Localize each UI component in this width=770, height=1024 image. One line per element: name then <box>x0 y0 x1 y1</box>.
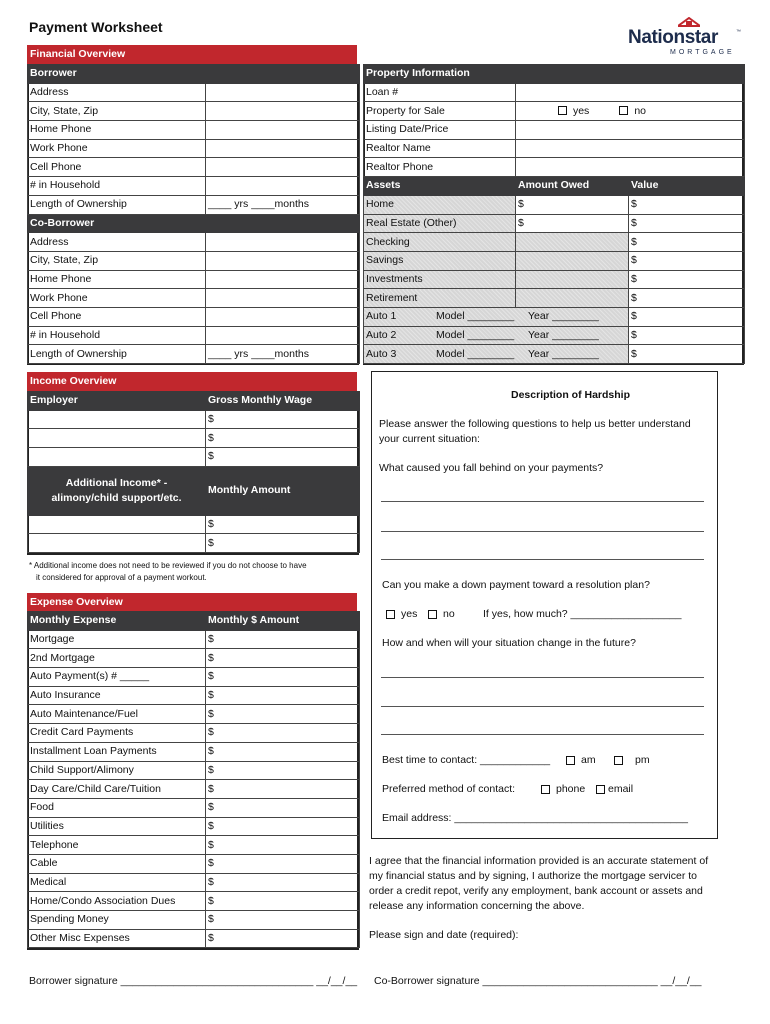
asset-value-field[interactable]: $ <box>629 214 745 233</box>
borrower-row-label: Work Phone <box>28 139 206 158</box>
auto-year-field[interactable]: Year ________ <box>528 328 599 341</box>
table-row <box>28 392 360 411</box>
asset-row-label: Home <box>364 195 516 214</box>
expense-amount-field[interactable]: $ <box>206 668 360 687</box>
sale-yes-checkbox[interactable] <box>558 106 567 115</box>
table-row <box>364 158 745 177</box>
hardship-title: Description of Hardship <box>511 389 631 401</box>
additional-income-field[interactable] <box>28 534 206 553</box>
property-row-label: Listing Date/Price <box>364 121 516 140</box>
email-label: email <box>608 783 634 795</box>
table-row <box>364 307 745 326</box>
assets-column-header: Value <box>629 177 745 196</box>
expense-amount-field[interactable]: $ <box>206 911 360 930</box>
table-row <box>28 251 360 270</box>
table-row <box>364 326 745 345</box>
auto-row-label <box>364 345 629 364</box>
auto-label: Auto 2 <box>366 328 397 341</box>
additional-amount-field[interactable]: $ <box>206 515 360 534</box>
table-row <box>28 612 360 631</box>
table-row <box>28 873 360 892</box>
monthly-amount-header: Monthly $ Amount <box>206 612 360 631</box>
am-option[interactable] <box>566 754 596 766</box>
table-row <box>28 724 360 743</box>
table-row <box>28 158 360 177</box>
expense-amount-field[interactable]: $ <box>206 892 360 911</box>
coborrower-row-label: Cell Phone <box>28 307 206 326</box>
borrower-row-label: # in Household <box>28 177 206 196</box>
borrower-row-label: Length of Ownership <box>28 195 206 214</box>
table-row <box>28 705 360 724</box>
auto-label: Auto 1 <box>366 310 397 323</box>
borrower-input-field[interactable] <box>206 158 360 177</box>
phone-checkbox[interactable] <box>541 785 550 794</box>
logo-brand: Nationstar <box>628 27 718 48</box>
amount-owed-field[interactable]: $ <box>516 214 629 233</box>
gross-wage-column-header: Gross Monthly Wage <box>206 392 360 411</box>
table-row <box>28 534 360 553</box>
property-table <box>363 64 745 364</box>
table-row <box>28 780 360 799</box>
q3-answer-line-1[interactable] <box>381 677 704 678</box>
table-row <box>28 270 360 289</box>
table-row <box>28 911 360 930</box>
income-footnote-2: it considered for approval of a payment workout. <box>36 573 207 582</box>
expense-amount-field[interactable]: $ <box>206 854 360 873</box>
financial-overview-header: Financial Overview <box>27 45 357 64</box>
expense-row-label: Mortgage <box>28 630 206 649</box>
coborrower-row-label: Address <box>28 233 206 252</box>
expense-row-label: Telephone <box>28 836 206 855</box>
table-row <box>28 929 360 948</box>
table-row <box>28 515 360 534</box>
yes-label: yes <box>401 608 418 620</box>
table-row <box>364 195 745 214</box>
expense-amount-field[interactable]: $ <box>206 817 360 836</box>
table-row <box>28 102 360 121</box>
asset-value-field[interactable]: $ <box>629 270 745 289</box>
expense-row-label: Other Misc Expenses <box>28 929 206 948</box>
borrower-input-field[interactable] <box>206 102 360 121</box>
income-footnote-1: * Additional income does not need to be reviewed if you do not choose to have <box>29 561 307 570</box>
agreement-line-1: I agree that the financial information provided is an accurate statement of <box>369 855 709 867</box>
table-row <box>364 139 745 158</box>
table-row <box>364 121 745 140</box>
asset-row-label: Checking <box>364 233 516 252</box>
table-row <box>28 345 360 364</box>
additional-amount-field[interactable]: $ <box>206 534 360 553</box>
borrower-row-label: City, State, Zip <box>28 102 206 121</box>
property-row-label: Realtor Phone <box>364 158 516 177</box>
property-input-field[interactable] <box>516 139 745 158</box>
expense-amount-field[interactable]: $ <box>206 929 360 948</box>
table-row <box>28 742 360 761</box>
borrower-input-field[interactable] <box>206 121 360 140</box>
email-address-field[interactable]: Email address: ________________________________________ <box>382 812 688 824</box>
borrower-row-label: Address <box>28 83 206 102</box>
asset-value-field[interactable]: $ <box>629 233 745 252</box>
pm-option[interactable] <box>614 754 650 766</box>
asset-row-label: Savings <box>364 251 516 270</box>
expense-amount-field[interactable]: $ <box>206 761 360 780</box>
asset-value-field[interactable]: $ <box>629 289 745 308</box>
expense-amount-field[interactable]: $ <box>206 630 360 649</box>
phone-label: phone <box>556 783 586 795</box>
down-payment-no[interactable] <box>428 608 455 620</box>
table-row <box>28 836 360 855</box>
page-title: Payment Worksheet <box>29 19 163 35</box>
no-label: no <box>443 608 455 620</box>
email-option[interactable] <box>596 783 633 795</box>
asset-row-label: Real Estate (Other) <box>364 214 516 233</box>
table-row <box>28 410 360 429</box>
assets-column-header: Amount Owed <box>516 177 629 196</box>
hardship-intro-1: Please answer the following questions to help us better understand <box>379 418 691 430</box>
auto-model-field[interactable]: Model ________ <box>436 310 515 323</box>
asset-value-field[interactable]: $ <box>629 345 745 364</box>
agreement-line-4: release any information concerning the above. <box>369 900 585 912</box>
coborrower-input-field[interactable] <box>206 326 360 345</box>
employer-field[interactable] <box>28 410 206 429</box>
expense-row-label: Spending Money <box>28 911 206 930</box>
table-row <box>28 448 360 467</box>
table-row <box>28 892 360 911</box>
coborrower-row-label: Length of Ownership <box>28 345 206 364</box>
table-row <box>28 307 360 326</box>
expense-amount-field[interactable]: $ <box>206 836 360 855</box>
assets-column-header: Assets <box>364 177 516 196</box>
table-row <box>364 214 745 233</box>
agreement-line-3: order a credit repot, verify any employment, bank account or assets and <box>369 885 703 897</box>
amount-owed-field[interactable] <box>516 233 629 252</box>
auto-model-field[interactable]: Model ________ <box>436 347 515 360</box>
q1-answer-line-2[interactable] <box>381 531 704 532</box>
table-row <box>28 65 360 84</box>
expense-amount-field[interactable]: $ <box>206 798 360 817</box>
hardship-intro-2: your current situation: <box>379 433 480 445</box>
additional-income-field[interactable] <box>28 515 206 534</box>
sale-no-checkbox[interactable] <box>619 106 628 115</box>
expense-amount-field[interactable]: $ <box>206 649 360 668</box>
amount-owed-field[interactable]: $ <box>516 195 629 214</box>
auto-label: Auto 3 <box>366 347 397 360</box>
monthly-amount-header: Monthly Amount <box>206 466 360 515</box>
expense-amount-field[interactable]: $ <box>206 742 360 761</box>
asset-value-field[interactable]: $ <box>629 251 745 270</box>
expense-row-label: Day Care/Child Care/Tuition <box>28 780 206 799</box>
am-label: am <box>581 754 596 766</box>
property-input-field[interactable] <box>516 121 745 140</box>
borrower-header: Borrower <box>28 65 360 84</box>
borrower-row-label: Cell Phone <box>28 158 206 177</box>
expense-row-label: Installment Loan Payments <box>28 742 206 761</box>
table-row <box>364 345 745 364</box>
logo-tm: ™ <box>736 29 741 35</box>
hardship-q2: Can you make a down payment toward a resolution plan? <box>382 579 650 591</box>
table-row <box>28 817 360 836</box>
amount-owed-field[interactable] <box>516 251 629 270</box>
property-for-sale-options <box>516 102 745 121</box>
nationstar-logo <box>628 17 740 59</box>
coborrower-signature[interactable]: Co-Borrower signature ______________________________ __/__/__ <box>374 975 702 987</box>
expense-row-label: Home/Condo Association Dues <box>28 892 206 911</box>
hardship-q1: What caused you fall behind on your payments? <box>379 462 604 474</box>
q3-answer-line-2[interactable] <box>381 706 704 707</box>
expense-row-label: Child Support/Alimony <box>28 761 206 780</box>
coborrower-header: Co-Borrower <box>28 214 360 233</box>
borrower-input-field[interactable] <box>206 177 360 196</box>
property-row-label: Realtor Name <box>364 139 516 158</box>
property-row-label: Loan # <box>364 83 516 102</box>
best-time-field[interactable]: Best time to contact: ____________ <box>382 754 551 766</box>
expense-row-label: Credit Card Payments <box>28 724 206 743</box>
expense-row-label: Food <box>28 798 206 817</box>
borrower-ownership-field[interactable]: ____ yrs ____months <box>206 195 360 214</box>
auto-model-field[interactable]: Model ________ <box>436 328 515 341</box>
table-row <box>364 270 745 289</box>
coborrower-input-field[interactable] <box>206 270 360 289</box>
table-row <box>28 139 360 158</box>
table-row <box>28 195 360 214</box>
wage-field[interactable]: $ <box>206 448 360 467</box>
table-row <box>364 102 745 121</box>
agreement-line-2: my financial status and by signing, I authorize the mortgage servicer to <box>369 870 698 882</box>
income-table <box>27 391 360 553</box>
coborrower-input-field[interactable] <box>206 307 360 326</box>
employer-field[interactable] <box>28 448 206 467</box>
email-checkbox[interactable] <box>596 785 605 794</box>
auto-row-label <box>364 326 629 345</box>
additional-income-label: Additional Income* - alimony/child support/etc. <box>51 476 182 504</box>
expense-row-label: 2nd Mortgage <box>28 649 206 668</box>
expense-row-label: Cable <box>28 854 206 873</box>
expense-row-label: Medical <box>28 873 206 892</box>
wage-field[interactable]: $ <box>206 429 360 448</box>
table-row <box>364 83 745 102</box>
auto-row-label <box>364 307 629 326</box>
wage-field[interactable]: $ <box>206 410 360 429</box>
expense-table <box>27 611 360 948</box>
income-overview-header: Income Overview <box>27 372 357 391</box>
coborrower-input-field[interactable] <box>206 233 360 252</box>
expense-amount-field[interactable]: $ <box>206 780 360 799</box>
property-input-field[interactable] <box>516 158 745 177</box>
table-row <box>28 429 360 448</box>
table-row <box>28 289 360 308</box>
table-row <box>28 761 360 780</box>
coborrower-input-field[interactable] <box>206 289 360 308</box>
property-info-header: Property Information <box>364 65 745 84</box>
table-row <box>28 668 360 687</box>
expense-row-label: Auto Payment(s) # _____ <box>28 668 206 687</box>
asset-value-field[interactable]: $ <box>629 195 745 214</box>
asset-value-field[interactable]: $ <box>629 307 745 326</box>
down-payment-yes[interactable] <box>386 608 417 620</box>
coborrower-row-label: Home Phone <box>28 270 206 289</box>
table-row <box>364 251 745 270</box>
sale-no-label: no <box>634 104 646 117</box>
table-row <box>28 233 360 252</box>
table-row <box>28 83 360 102</box>
table-row <box>28 326 360 345</box>
hardship-q3: How and when will your situation change in the future? <box>382 637 636 649</box>
amount-owed-field[interactable] <box>516 270 629 289</box>
table-row <box>28 649 360 668</box>
q3-answer-line-3[interactable] <box>381 734 704 735</box>
borrower-input-field[interactable] <box>206 139 360 158</box>
table-row <box>28 177 360 196</box>
q1-answer-line-1[interactable] <box>381 501 704 502</box>
employer-column-header: Employer <box>28 392 206 411</box>
borrower-input-field[interactable] <box>206 83 360 102</box>
table-row <box>364 289 745 308</box>
sign-instruction: Please sign and date (required): <box>369 929 519 941</box>
borrower-row-label: Home Phone <box>28 121 206 140</box>
table-row <box>28 214 360 233</box>
expense-amount-field[interactable]: $ <box>206 873 360 892</box>
yes-checkbox[interactable] <box>386 610 395 619</box>
coborrower-input-field[interactable] <box>206 251 360 270</box>
asset-row-label: Retirement <box>364 289 516 308</box>
property-row-label: Property for Sale <box>364 102 516 121</box>
expense-row-label: Utilities <box>28 817 206 836</box>
q1-answer-line-3[interactable] <box>381 559 704 560</box>
logo-sub: MORTGAGE <box>670 49 735 56</box>
expense-amount-field[interactable]: $ <box>206 705 360 724</box>
monthly-expense-header: Monthly Expense <box>28 612 206 631</box>
table-row <box>28 686 360 705</box>
preferred-method-label: Preferred method of contact: <box>382 783 516 795</box>
additional-income-header <box>28 466 206 515</box>
no-checkbox[interactable] <box>428 610 437 619</box>
table-row <box>364 177 745 196</box>
borrower-signature[interactable]: Borrower signature _________________________________ __/__/__ <box>29 975 358 987</box>
asset-row-label: Investments <box>364 270 516 289</box>
table-row <box>28 121 360 140</box>
sale-yes-label: yes <box>572 104 590 117</box>
table-row <box>28 466 360 515</box>
table-row <box>364 65 745 84</box>
coborrower-row-label: Work Phone <box>28 289 206 308</box>
how-much-field[interactable]: If yes, how much? ___________________ <box>483 608 682 620</box>
borrower-table <box>27 64 360 364</box>
expense-amount-field[interactable]: $ <box>206 724 360 743</box>
coborrower-row-label: City, State, Zip <box>28 251 206 270</box>
table-row <box>28 630 360 649</box>
expense-row-label: Auto Maintenance/Fuel <box>28 705 206 724</box>
asset-value-field[interactable]: $ <box>629 326 745 345</box>
coborrower-ownership-field[interactable]: ____ yrs ____months <box>206 345 360 364</box>
amount-owed-field[interactable] <box>516 289 629 308</box>
expense-overview-header: Expense Overview <box>27 593 357 612</box>
table-row <box>364 233 745 252</box>
property-input-field[interactable] <box>516 83 745 102</box>
table-row <box>28 854 360 873</box>
auto-year-field[interactable]: Year ________ <box>528 310 599 323</box>
auto-year-field[interactable]: Year ________ <box>528 347 599 360</box>
phone-option[interactable] <box>541 783 585 795</box>
expense-amount-field[interactable]: $ <box>206 686 360 705</box>
am-checkbox[interactable] <box>566 756 575 765</box>
expense-row-label: Auto Insurance <box>28 686 206 705</box>
table-row <box>28 798 360 817</box>
pm-checkbox[interactable] <box>614 756 623 765</box>
employer-field[interactable] <box>28 429 206 448</box>
coborrower-row-label: # in Household <box>28 326 206 345</box>
pm-label: pm <box>635 754 650 766</box>
